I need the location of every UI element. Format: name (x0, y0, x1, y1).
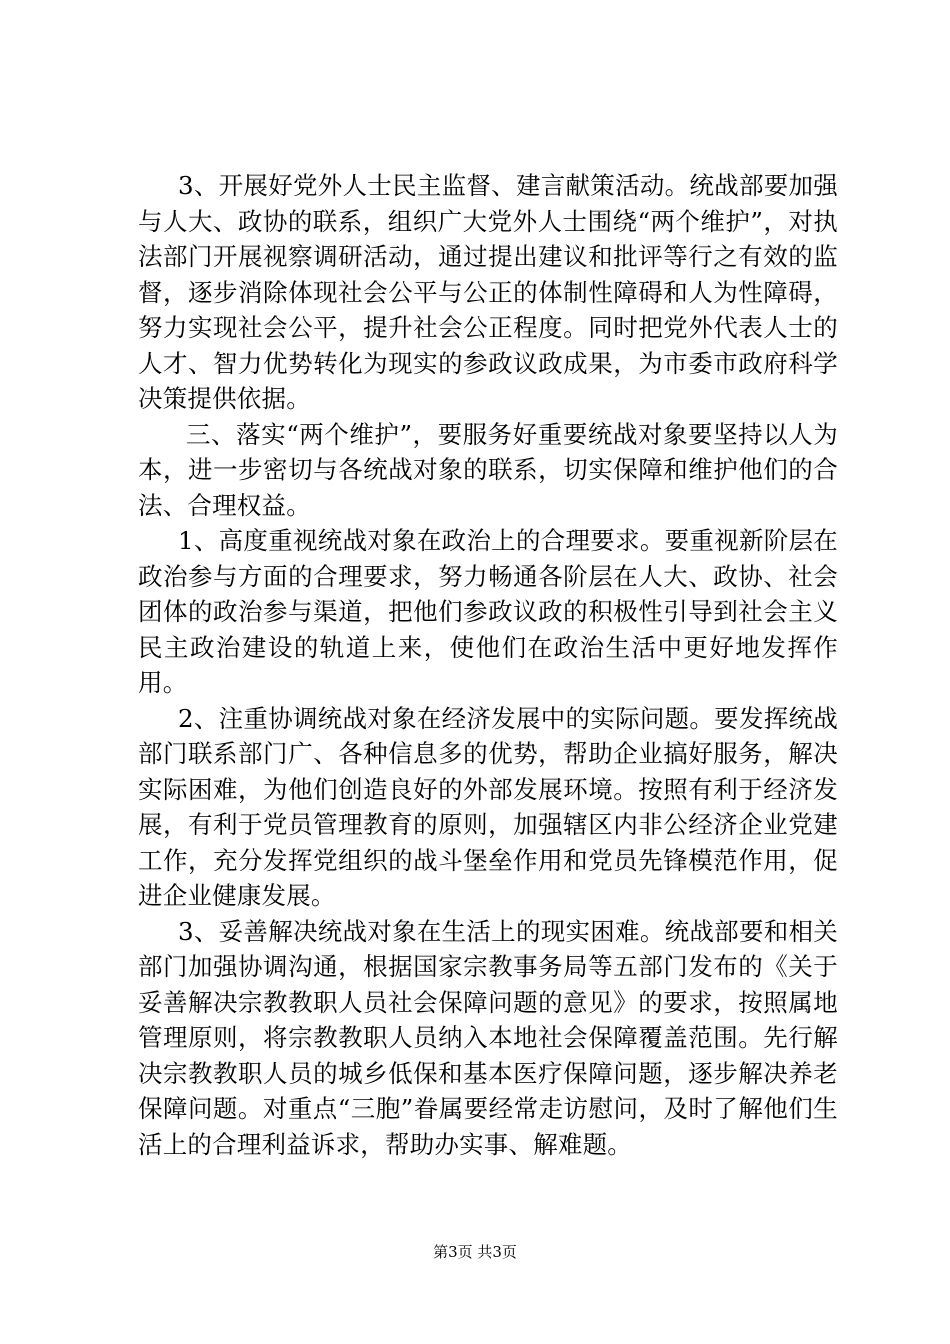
paragraph-1-political-requirements: 1、高度重视统战对象在政治上的合理要求。要重视新阶层在政治参与方面的合理要求，努力畅通各阶层在人大、政协、社会团体的政治参与渠道，把他们参政议政的积极性引导到社会主义民主政治建设的轨道上来，使他们在政治生活中更好地发挥作用。 (138, 526, 838, 697)
paragraph-section-three-heading: 三、落实“两个维护”，要服务好重要统战对象要坚持以人为本，进一步密切与各统战对象的联系，切实保障和维护他们的合法、合理权益。 (138, 419, 838, 520)
paragraph-3-democratic-supervision: 3、开展好党外人士民主监督、建言献策活动。统战部要加强与人大、政协的联系，组织广大党外人士围绕“两个维护”，对执法部门开展视察调研活动，通过提出建议和批评等行之有效的监督，逐步消除体现社会公平与公正的体制性障碍和人为性障碍，努力实现社会公平，提升社会公正程度。同时把党外代表人士的人才、智力优势转化为现实的参政议政成果，为市委市政府科学决策提供依据。 (138, 171, 838, 413)
paragraph-3-living-difficulties: 3、妥善解决统战对象在生活上的现实困难。统战部要和相关部门加强协调沟通，根据国家宗教事务局等五部门发布的《关于妥善解决宗教教职人员社会保障问题的意见》的要求，按照属地管理原则，将宗教教职人员纳入本地社会保障覆盖范围。先行解决宗教教职人员的城乡低保和基本医疗保障问题，逐步解决养老保障问题。对重点“三胞”眷属要经常走访慰问，及时了解他们生活上的合理利益诉求，帮助办实事、解难题。 (138, 916, 838, 1159)
document-body (138, 168, 838, 1162)
page-number-footer: 第3页 共3页 (433, 1243, 517, 1261)
paragraph-2-economic-issues: 2、注重协调统战对象在经济发展中的实际问题。要发挥统战部门联系部门广、各种信息多的优势，帮助企业搞好服务，解决实际困难，为他们创造良好的外部发展环境。按照有利于经济发展，有利于党员管理教育的原则，加强辖区内非公经济企业党建工作，充分发挥党组织的战斗堡垒作用和党员先锋模范作用，促进企业健康发展。 (138, 703, 838, 910)
